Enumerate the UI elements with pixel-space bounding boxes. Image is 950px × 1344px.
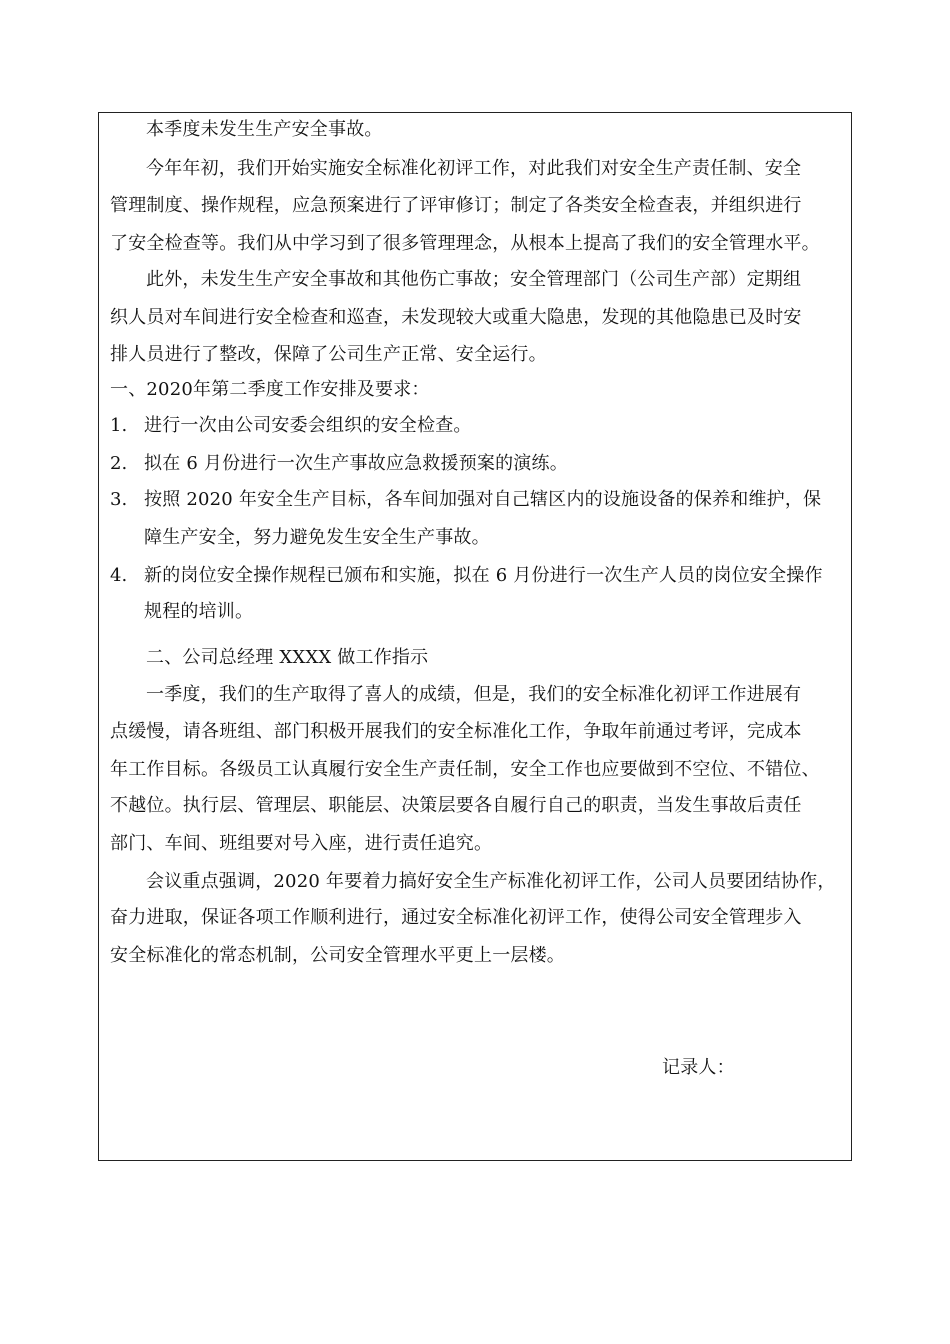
list-number: 4. bbox=[110, 565, 128, 586]
text-line: 会议重点强调，2020 年要着力搞好安全生产标准化初评工作，公司人员要团结协作， bbox=[146, 871, 836, 892]
list-item: 新的岗位安全操作规程已颁布和实施，拟在 6 月份进行一次生产人员的岗位安全操作 bbox=[144, 565, 823, 586]
section-heading: 一、2020年第二季度工作安排及要求： bbox=[110, 379, 430, 400]
text-line: 管理制度、操作规程，应急预案进行了评审修订；制定了各类安全检查表，并组织进行 bbox=[110, 195, 802, 216]
text-line: 奋力进取，保证各项工作顺利进行，通过安全标准化初评工作，使得公司安全管理步入 bbox=[110, 907, 802, 928]
recorder-label: 记录人： bbox=[662, 1057, 735, 1078]
text-line: 部门、车间、班组要对号入座，进行责任追究。 bbox=[110, 833, 493, 854]
text-line: 不越位。执行层、管理层、职能层、决策层要各自履行自己的职责，当发生事故后责任 bbox=[110, 795, 802, 816]
text-line: 了安全检查等。我们从中学习到了很多管理理念，从根本上提高了我们的安全管理水平。 bbox=[110, 233, 820, 254]
text-line: 今年年初，我们开始实施安全标准化初评工作，对此我们对安全生产责任制、安全 bbox=[146, 158, 802, 179]
text-line: 织人员对车间进行安全检查和巡查，未发现较大或重大隐患，发现的其他隐患已及时安 bbox=[110, 307, 802, 328]
list-item: 拟在 6 月份进行一次生产事故应急救援预案的演练。 bbox=[144, 453, 568, 474]
text-line: 安全标准化的常态机制，公司安全管理水平更上一层楼。 bbox=[110, 945, 565, 966]
list-number: 3. bbox=[110, 489, 128, 510]
list-number: 2. bbox=[110, 453, 128, 474]
text-line: 此外，未发生生产安全事故和其他伤亡事故；安全管理部门（公司生产部）定期组 bbox=[146, 269, 802, 290]
text-line: 本季度未发生生产安全事故。 bbox=[146, 119, 383, 140]
text-line: 点缓慢，请各班组、部门积极开展我们的安全标准化工作，争取年前通过考评，完成本 bbox=[110, 721, 802, 742]
list-item: 进行一次由公司安委会组织的安全检查。 bbox=[144, 415, 472, 436]
list-number: 1. bbox=[110, 415, 128, 436]
text-line: 排人员进行了整改，保障了公司生产正常、安全运行。 bbox=[110, 344, 547, 365]
text-line: 一季度，我们的生产取得了喜人的成绩，但是，我们的安全标准化初评工作进展有 bbox=[146, 684, 802, 705]
list-item: 按照 2020 年安全生产目标，各车间加强对自己辖区内的设施设备的保养和维护，保 bbox=[144, 489, 822, 510]
list-item-continuation: 障生产安全，努力避免发生安全生产事故。 bbox=[144, 527, 490, 548]
list-item-continuation: 规程的培训。 bbox=[144, 601, 254, 622]
text-line: 年工作目标。各级员工认真履行安全生产责任制，安全工作也应要做到不空位、不错位、 bbox=[110, 759, 820, 780]
section-heading: 二、公司总经理 XXXX 做工作指示 bbox=[146, 647, 429, 668]
